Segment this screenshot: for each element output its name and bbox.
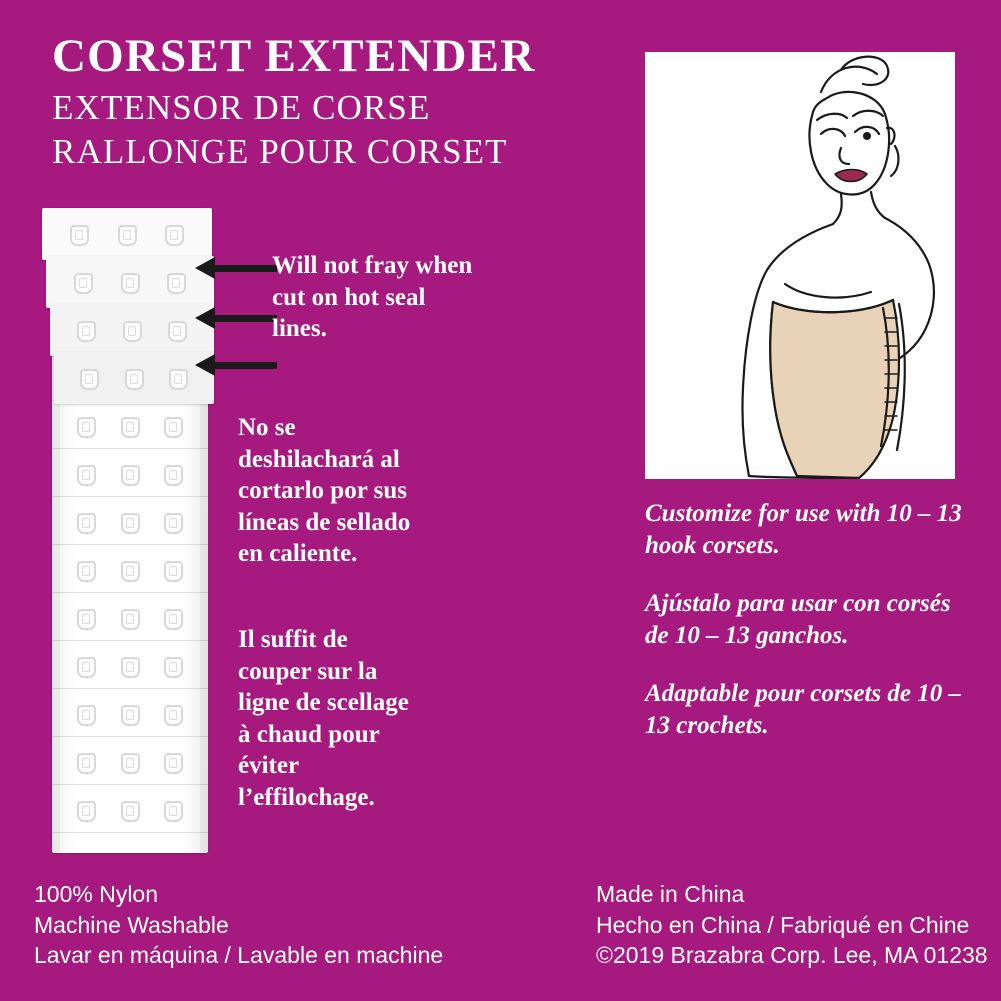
hook-icon bbox=[77, 609, 96, 630]
hot-seal-line bbox=[52, 592, 208, 593]
extender-strip-top-3 bbox=[50, 304, 214, 356]
hook-row bbox=[52, 558, 208, 584]
hot-seal-line bbox=[52, 544, 208, 545]
hook-row bbox=[54, 366, 214, 392]
footer-left-line-2: Machine Washable bbox=[34, 911, 229, 938]
hook-icon bbox=[164, 417, 183, 438]
hook-icon bbox=[121, 465, 140, 486]
hook-icon bbox=[121, 561, 140, 582]
hook-icon bbox=[168, 321, 187, 342]
hook-row bbox=[50, 318, 214, 344]
hook-icon bbox=[121, 273, 140, 294]
hook-row bbox=[52, 606, 208, 632]
hot-seal-line bbox=[52, 640, 208, 641]
usage-french: Adaptable pour corsets de 10 – 13 crochets. bbox=[645, 680, 961, 739]
footer-left-line-3: Lavar en máquina / Lavable en machine bbox=[34, 942, 444, 969]
hook-icon bbox=[77, 705, 96, 726]
usage-text-block bbox=[645, 498, 975, 768]
hot-seal-line bbox=[52, 784, 208, 785]
hook-icon bbox=[164, 801, 183, 822]
hook-icon bbox=[77, 321, 96, 342]
usage-english: Customize for use with 10 – 13 hook corsets. bbox=[645, 500, 962, 559]
hook-icon bbox=[77, 513, 96, 534]
hook-icon bbox=[164, 561, 183, 582]
page-title: CORSET EXTENDER bbox=[52, 30, 536, 82]
callout-spanish: No se deshilachará al cortarlo por sus líneas de sellado en caliente. bbox=[238, 414, 411, 567]
page-title-spanish: EXTENSOR DE CORSE bbox=[52, 87, 431, 127]
hook-icon bbox=[80, 369, 99, 390]
hook-icon bbox=[164, 513, 183, 534]
hook-icon bbox=[164, 465, 183, 486]
footer-right-line-1: Made in China bbox=[596, 881, 745, 908]
hook-icon bbox=[121, 753, 140, 774]
usage-spanish: Ajústalo para usar con corsés de 10 – 13 ganchos. bbox=[645, 590, 951, 649]
hot-seal-line bbox=[52, 496, 208, 497]
extender-strip-top-4 bbox=[54, 352, 214, 404]
hook-icon bbox=[164, 609, 183, 630]
hook-row bbox=[52, 702, 208, 728]
hook-icon bbox=[125, 369, 144, 390]
footer-right-line-3: ©2019 Brazabra Corp. Lee, MA 01238 bbox=[596, 942, 988, 969]
hook-icon bbox=[121, 657, 140, 678]
extender-strip-top-2 bbox=[46, 256, 214, 308]
hot-seal-line bbox=[52, 688, 208, 689]
hook-icon bbox=[77, 801, 96, 822]
hook-icon bbox=[169, 369, 188, 390]
woman-wearing-corset-illustration bbox=[645, 52, 955, 479]
hook-icon bbox=[164, 657, 183, 678]
hook-icon bbox=[121, 705, 140, 726]
hot-seal-line bbox=[52, 736, 208, 737]
hot-seal-line bbox=[52, 832, 208, 833]
hook-icon bbox=[74, 273, 93, 294]
hook-icon bbox=[70, 225, 89, 246]
hook-icon bbox=[121, 609, 140, 630]
hot-seal-line bbox=[52, 448, 208, 449]
hook-row bbox=[52, 462, 208, 488]
hook-icon bbox=[165, 225, 184, 246]
hook-icon bbox=[77, 561, 96, 582]
hook-row bbox=[52, 414, 208, 440]
hook-icon bbox=[121, 417, 140, 438]
hook-row bbox=[52, 750, 208, 776]
extender-strip-top-1 bbox=[42, 208, 212, 260]
footer-care-info bbox=[34, 879, 443, 971]
product-photo bbox=[42, 208, 218, 853]
hook-icon bbox=[164, 753, 183, 774]
footer-right-line-2: Hecho en China / Fabriqué en Chine bbox=[596, 911, 970, 938]
callout-english: Will not fray when cut on hot seal lines. bbox=[272, 252, 473, 342]
hook-icon bbox=[77, 465, 96, 486]
hook-row bbox=[46, 270, 214, 296]
hook-row bbox=[52, 654, 208, 680]
hook-icon bbox=[77, 657, 96, 678]
hook-icon bbox=[77, 417, 96, 438]
hook-icon bbox=[77, 753, 96, 774]
footer-left-line-1: 100% Nylon bbox=[34, 881, 159, 908]
footer-origin-info bbox=[596, 879, 988, 971]
hook-icon bbox=[121, 513, 140, 534]
hook-icon bbox=[167, 273, 186, 294]
hook-icon bbox=[164, 705, 183, 726]
page-title-french: RALLONGE POUR CORSET bbox=[52, 131, 508, 171]
hook-icon bbox=[123, 321, 142, 342]
hook-icon bbox=[121, 801, 140, 822]
hook-row bbox=[52, 798, 208, 824]
hook-icon bbox=[118, 225, 137, 246]
hook-row bbox=[52, 510, 208, 536]
title-block bbox=[52, 32, 612, 173]
callout-french: Il suffit de couper sur la ligne de scellage à chaud pour éviter l’effilochage. bbox=[238, 626, 409, 811]
hook-row bbox=[42, 222, 212, 248]
